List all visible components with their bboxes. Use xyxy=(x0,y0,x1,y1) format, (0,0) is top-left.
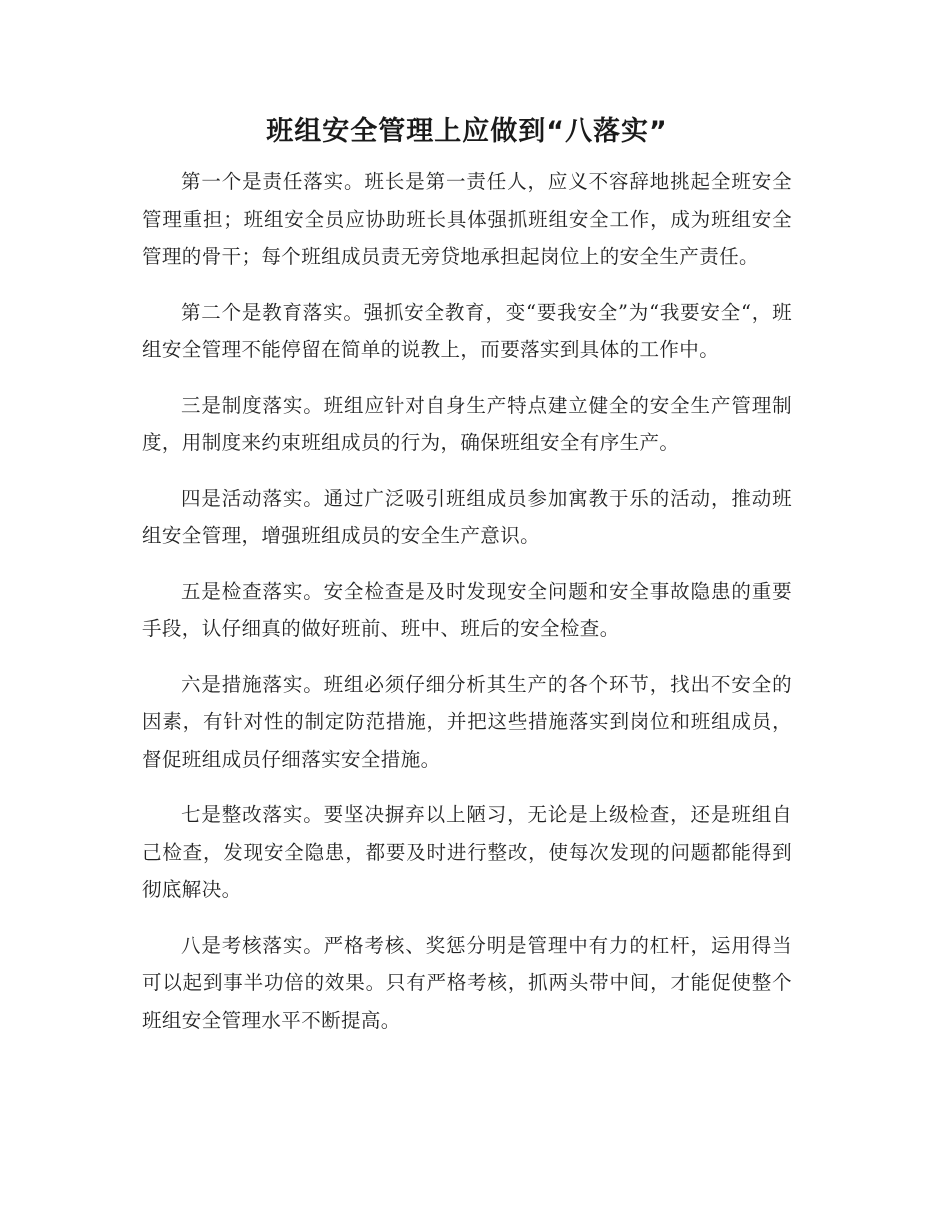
paragraph-6: 六是措施落实。班组必须仔细分析其生产的各个环节，找出不安全的因素，有针对性的制定防范措施，并把这些措施落实到岗位和班组成员，督促班组成员仔细落实安全措施。 xyxy=(142,672,792,771)
document-body xyxy=(142,163,792,1057)
paragraph-3: 三是制度落实。班组应针对自身生产特点建立健全的安全生产管理制度，用制度来约束班组成员的行为，确保班组安全有序生产。 xyxy=(142,393,792,454)
paragraph-4: 四是活动落实。通过广泛吸引班组成员参加寓教于乐的活动，推动班组安全管理，增强班组成员的安全生产意识。 xyxy=(142,486,792,547)
paragraph-5: 五是检查落实。安全检查是及时发现安全问题和安全事故隐患的重要手段，认仔细真的做好班前、班中、班后的安全检查。 xyxy=(142,579,792,640)
paragraph-7: 七是整改落实。要坚决摒弃以上陋习，无论是上级检查，还是班组自己检查，发现安全隐患，都要及时进行整改，使每次发现的问题都能得到彻底解决。 xyxy=(142,803,792,901)
paragraph-8: 八是考核落实。严格考核、奖惩分明是管理中有力的杠杆，运用得当可以起到事半功倍的效果。只有严格考核，抓两头带中间，才能促使整个班组安全管理水平不断提高。 xyxy=(142,933,792,1032)
paragraph-1: 第一个是责任落实。班长是第一责任人，应义不容辞地挑起全班安全管理重担；班组安全员应协助班长具体强抓班组安全工作，成为班组安全管理的骨干；每个班组成员责无旁贷地承担起岗位上的安全生产责任。 xyxy=(142,170,792,268)
page-title: 班组安全管理上应做到“八落实” xyxy=(266,116,668,147)
paragraph-2: 第二个是教育落实。强抓安全教育，变“要我安全”为“我要安全“，班组安全管理不能停留在简单的说教上，而要落实到具体的工作中。 xyxy=(142,300,792,361)
